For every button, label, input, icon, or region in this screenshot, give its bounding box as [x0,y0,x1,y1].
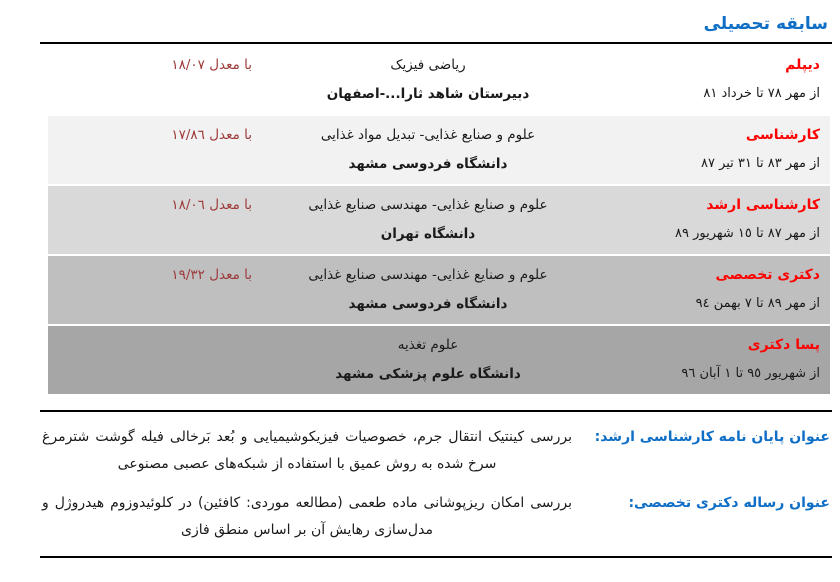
education-row-postdoc [48,326,830,394]
institution-name: دانشگاه علوم پزشکی مشهد [335,366,521,382]
cv-education-page [40,0,832,558]
gpa-cell [58,124,254,174]
thesis-section [40,410,832,558]
degree-period: از مهر ٨٣ تا ٣١ تیر ٨٧ [700,156,820,171]
thesis-label: عنوان رساله دکتری تخصصی: [628,495,830,511]
field-of-study: علوم و صنایع غذایی- تبدیل مواد غذایی [320,127,536,143]
section-title: سابقه تحصیلی [703,14,828,34]
institution-name: دانشگاه فردوسی مشهد [348,296,508,312]
field-cell [254,334,602,384]
field-cell [254,54,602,104]
field-of-study: علوم و صنایع غذایی- مهندسی صنایع غذایی [308,267,548,283]
education-row-diploma [48,46,830,114]
education-table [40,46,832,394]
thesis-item-master [42,424,830,478]
degree-period: از مهر ٧٨ تا خرداد ٨١ [703,86,820,101]
education-row-phd [48,256,830,324]
degree-name: پسا دکتری [747,337,820,353]
gpa-cell [58,54,254,104]
field-cell [254,124,602,174]
gpa-text: با معدل ١٧/٨٦ [171,127,252,143]
thesis-label: عنوان پایان نامه کارشناسی ارشد: [594,429,830,445]
thesis-title-text: بررسی کینتیک انتقال جرم، خصوصیات فیزیکوشیمیایی و بُعد بَرخالی فیله گوشت شترمرغ سرخ شده به روش عمیق با استفاده از شبکه‌های عصبی مصنوعی [42,429,572,472]
degree-name: دیپلم [785,57,820,73]
field-of-study: علوم تغذیه [397,337,459,353]
gpa-cell [58,194,254,244]
field-of-study: علوم و صنایع غذایی- مهندسی صنایع غذایی [308,197,548,213]
degree-period: از مهر ٨٧ تا ١٥ شهریور ٨٩ [675,226,820,241]
thesis-title-text: بررسی امکان ریزپوشانی ماده طعمی (مطالعه موردی: کافئین) در کلوئیدوزوم هیدروژل و مدل‌سازی رهایش آن بر اساس منطق فازی [42,495,572,538]
degree-period: از مهر ٨٩ تا ٧ بهمن ٩٤ [695,296,820,311]
degree-period: از شهریور ٩٥ تا ١ آبان ٩٦ [681,366,820,381]
field-of-study: ریاضی فیزیک [390,57,466,73]
gpa-cell [58,334,254,384]
degree-cell [602,124,820,174]
gpa-text: با معدل ١٩/٣٢ [171,267,252,283]
thesis-item-phd [42,490,830,544]
institution-name: دبیرستان شاهد ثارا...-اصفهان [326,86,530,102]
field-cell [254,194,602,244]
education-row-bachelor [48,116,830,184]
institution-name: دانشگاه فردوسی مشهد [348,156,508,172]
institution-name: دانشگاه تهران [380,226,476,242]
header-rule [40,42,832,44]
degree-cell [602,334,820,384]
gpa-text: با معدل ١٨/٠٦ [171,197,252,213]
degree-name: کارشناسی [745,127,820,143]
degree-name: دکتری تخصصی [715,267,820,283]
degree-cell [602,194,820,244]
education-row-master [48,186,830,254]
degree-cell [602,264,820,314]
field-cell [254,264,602,314]
gpa-text: با معدل ١٨/٠٧ [171,57,252,73]
degree-name: کارشناسی ارشد [706,197,820,213]
gpa-cell [58,264,254,314]
degree-cell [602,54,820,104]
